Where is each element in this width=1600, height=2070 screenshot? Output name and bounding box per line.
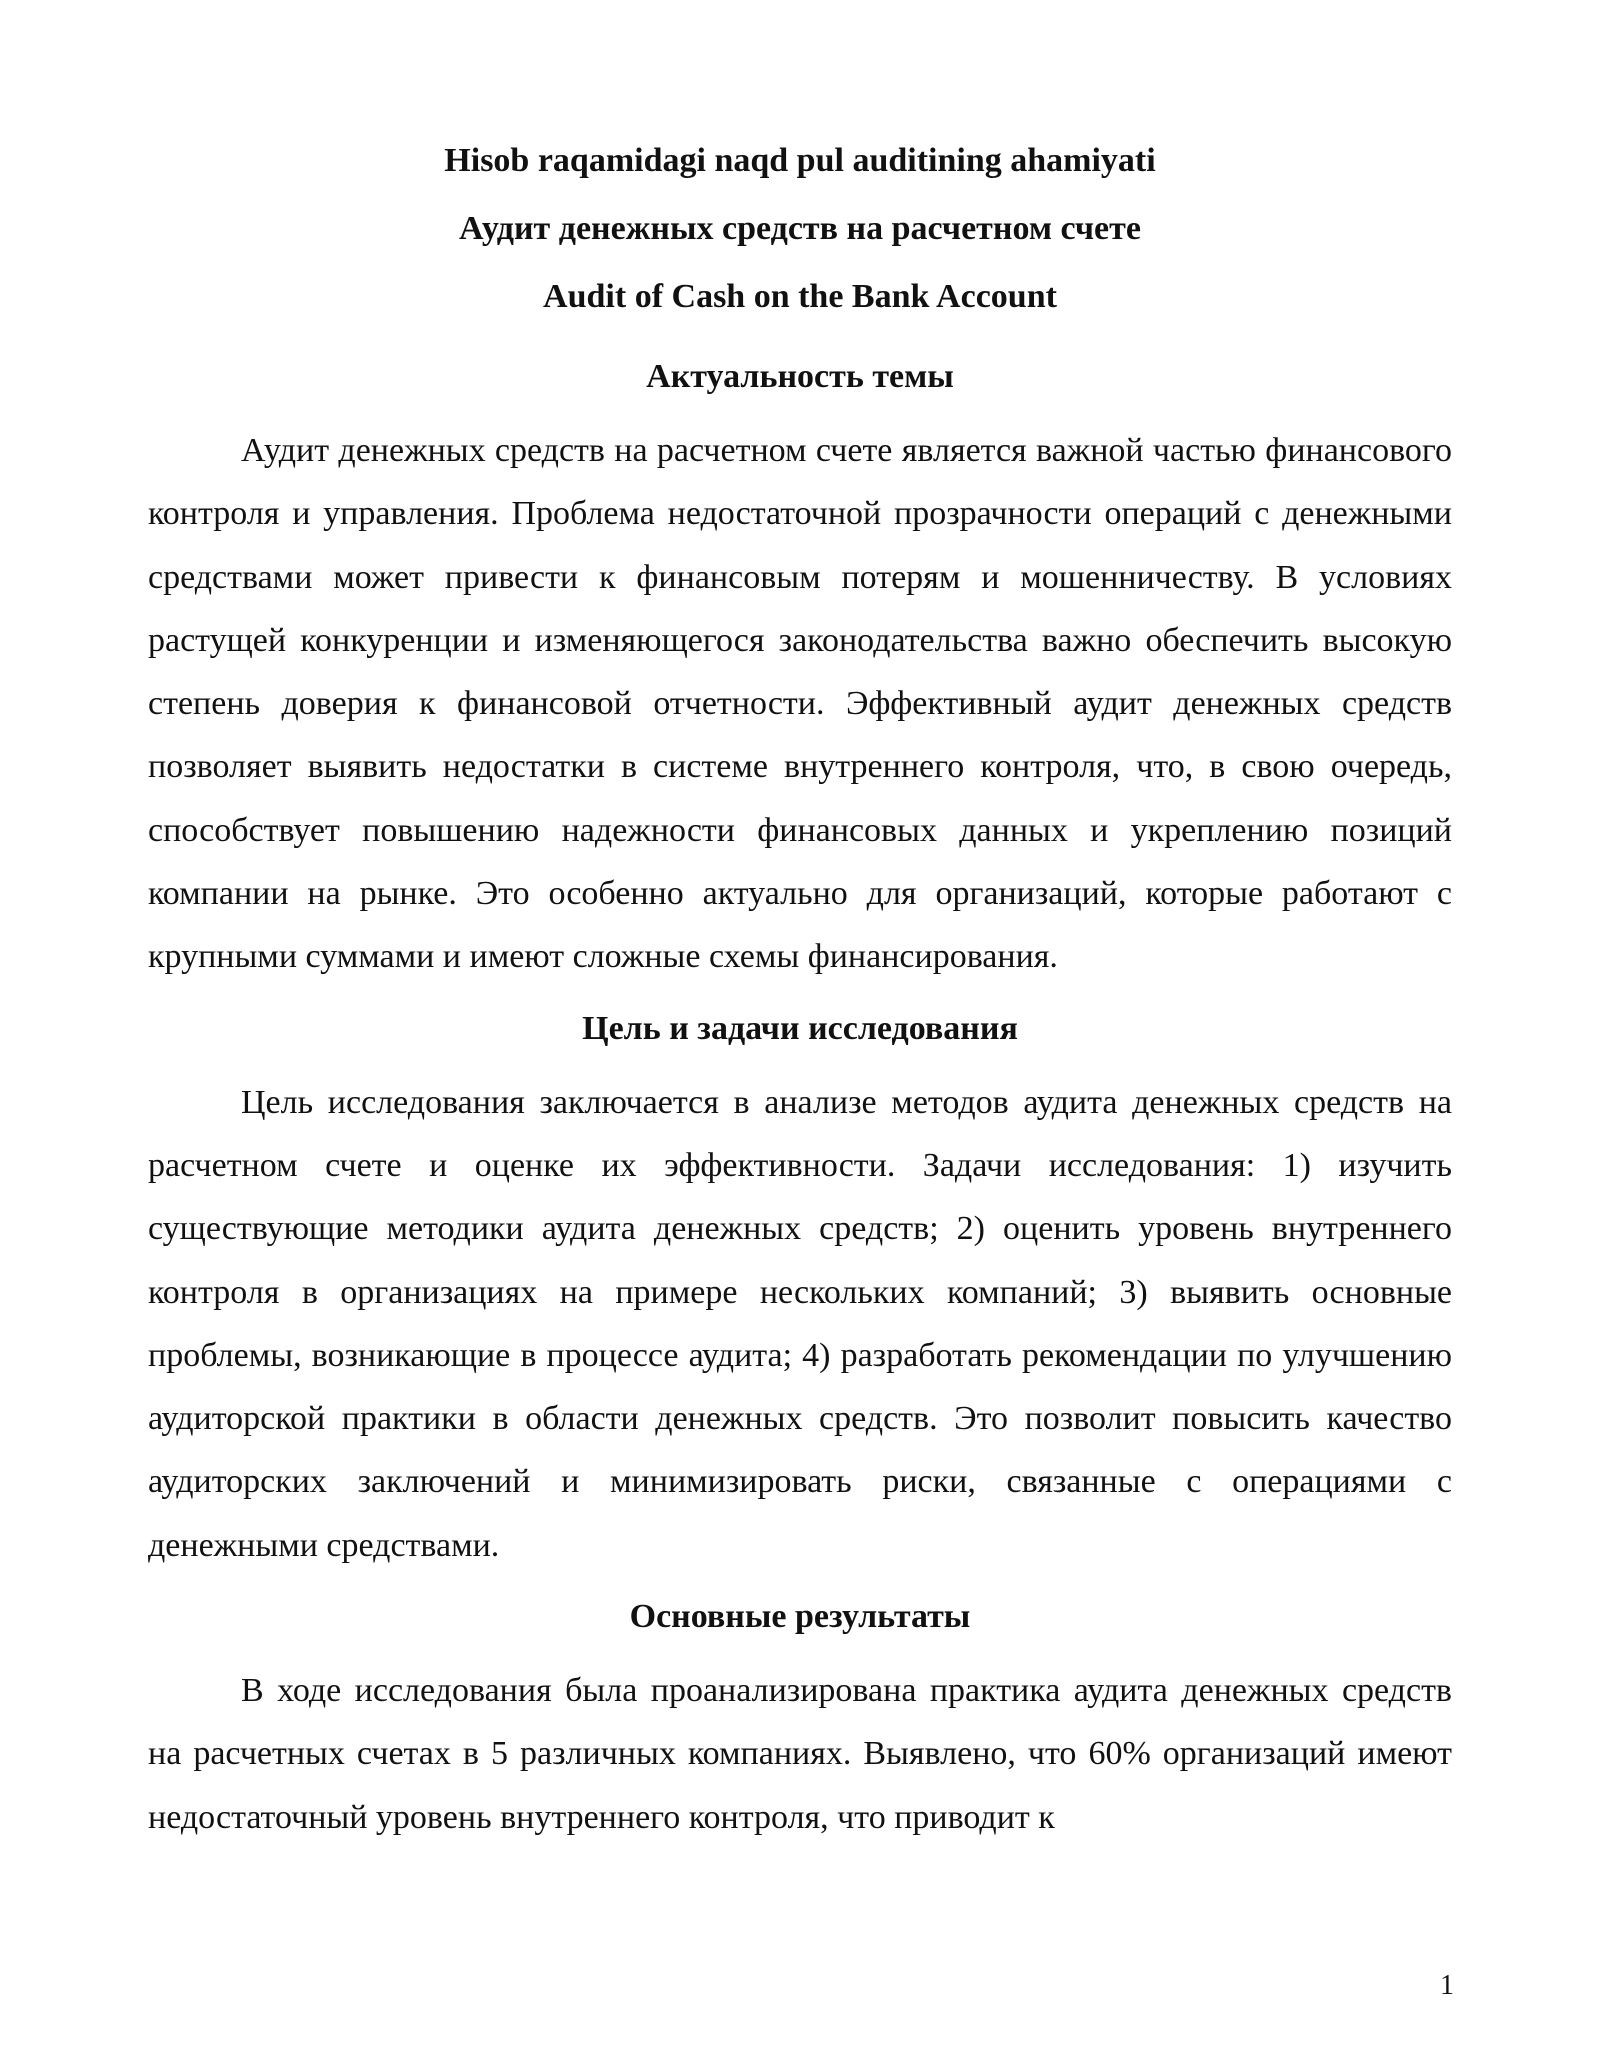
title-uzbek: Hisob raqamidagi naqd pul auditining ahamiyati: [444, 142, 1156, 179]
page-number: 1: [1440, 1970, 1454, 2001]
title-english: Audit of Cash on the Bank Account: [543, 278, 1057, 315]
section-text-relevance: Аудит денежных средств на расчетном счете является важной частью финансового контроля и управления. Проблема недостаточной прозрачности операций с денежными средствами может привести к финансовым потерям и мошенничеству. В условиях растущей конкуренции и изменяющегося законодательства важно обеспечить высокую степень доверия к финансовой отчетности. Эффективный аудит денежных средств позволяет выявить недостатки в системе внутреннего контроля, что, в свою очередь, способствует повышению надежности финансовых данных и укреплению позиций компании на рынке. Это особенно актуально для организаций, которые работают с крупными суммами и имеют сложные схемы финансирования.: [148, 432, 1452, 976]
section-heading-results: Основные результаты: [629, 1598, 971, 1636]
section-heading-goals: Цель и задачи исследования: [582, 1009, 1018, 1047]
section-heading-relevance: Актуальность темы: [646, 358, 954, 395]
section-text-goals: Цель исследования заключается в анализе методов аудита денежных средств на расчетном счете и оценке их эффективности. Задачи исследования: 1) изучить существующие методики аудита денежных средств; 2) оценить уровень внутреннего контроля в организациях на примере нескольких компаний; 3) выявить основные проблемы, возникающие в процессе аудита; 4) разработать рекомендации по улучшению аудиторской практики в области денежных средств. Это позволит повысить качество аудиторских заключений и минимизировать риски, связанные с операциями с денежными средствами.: [148, 1083, 1452, 1564]
title-russian: Аудит денежных средств на расчетном счете: [459, 210, 1141, 247]
document-content: [148, 141, 1452, 1869]
section-text-results: В ходе исследования была проанализирована практика аудита денежных средств на расчетных счетах в 5 различных компаниях. Выявлено, что 60% организаций имеют недостаточный уровень внутреннего контроля, что приводит к: [148, 1672, 1452, 1836]
